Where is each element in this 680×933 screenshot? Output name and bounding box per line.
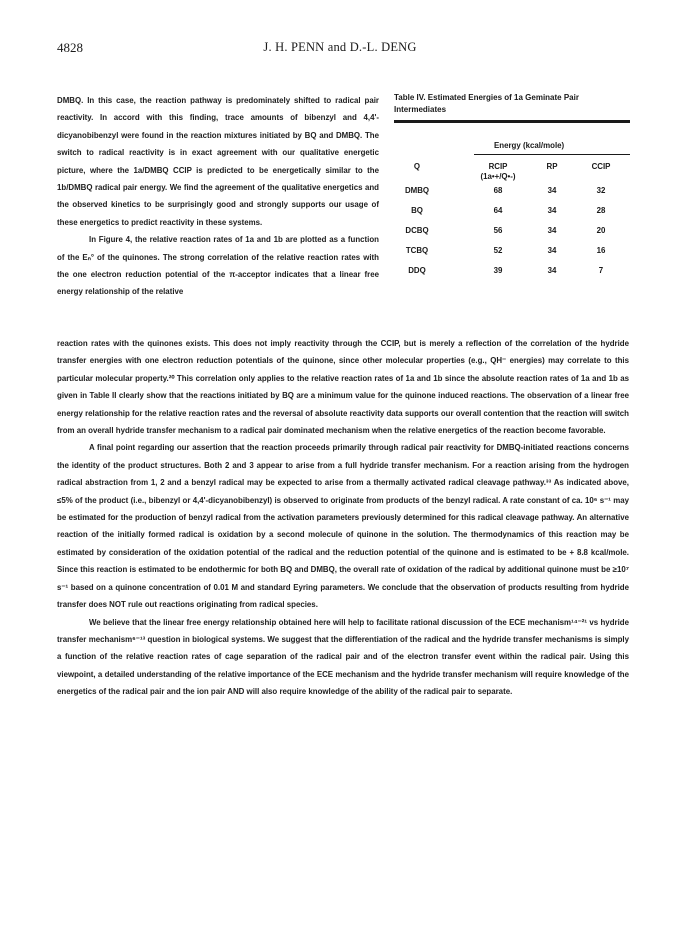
table-top-rule — [394, 120, 630, 123]
paragraph: DMBQ. In this case, the reaction pathway is predominately shifted to radical pair reactivity. In accord with this finding, trace amounts of bibenzyl and 4,4'-dicyanobibenzyl were found in the reaction mixtures initiated by BQ and DMBQ. The switch to radical reactivity is in exact agreement with our qualitative energetic picture, where the 1a/DMBQ CCIP is predicted to be energetically similar to the 1b/DMBQ radical pair energy. We find the agreement of the qualitative energetics and the observed kinetics to be surprisingly good and strongly supports our usage of these energetics to predict reactivity in these systems. — [57, 96, 379, 227]
paragraph: A final point regarding our assertion that the reaction proceeds primarily through radical pair reactivity for DMBQ-initiated reactions concerns the identity of the product structures. Both 2 and 3 appear to arise from a full hydride transfer mechanism. For a reaction arising from the hydrogen radical abstraction from 1, 2 and a benzyl radical may be expected to arise from a thermally activated radical cleavage pathway.³³ As indicated above, ≤5% of the product (i.e., bibenzyl or 4,4'-dicyanobibenzyl) is observed to originate from products of the benzyl radical. A rate constant of ca. 10⁶ s⁻¹ may be estimated for the production of benzyl radical from the activation parameters previously determined for this radical cleavage pathway. An alternative reaction of the initially formed radical is oxidation by a second molecule of quinone in the solution. The thermodynamics of this reaction may be estimated by consideration of the oxidation potential of the radical and the reduction potential of the quinone and is estimated to be + 8.8 kcal/mole. Since this reaction is estimated to be endothermic for both BQ and DMBQ, the overall rate of oxidation of the radical by additional quinone must be ≥10⁷ s⁻¹ based on a quinone concentration of 0.01 M and standard Eyring parameters. We conclude that the observation of products resulting from hydride transfer does NOT rule out reactions originating from radical species. — [57, 443, 629, 610]
table-cell: 34 — [547, 206, 557, 215]
table-cell: 34 — [547, 266, 557, 275]
table-cell: DCBQ — [405, 226, 429, 235]
table-cell: 56 — [493, 226, 503, 235]
table-cell: DDQ — [408, 266, 426, 275]
table-cell: 52 — [493, 246, 503, 255]
table-cell: 64 — [493, 206, 503, 215]
table-cell: 7 — [598, 266, 604, 275]
paragraph: We believe that the linear free energy relationship obtained here will help to facilitate rational discussion of the ECE mechanism¹⁴⁻²¹ vs hydride transfer mechanism⁶⁻¹³ question in biological systems. We suggest that the differentiation of the radical and the hydride transfer mechanisms is simply a function of the relative reaction rates of cage separation of the radical pair and of the electron transfer event within the radical pair. Using this viewpoint, a detailed understanding of the relative importance of the ECE mechanism and the hydride transfer mechanism will require knowledge of the energetics of the radical pair and the ion pair AND will also require knowledge of the ability of the radical pair to separate. — [57, 617, 629, 697]
table-cell: 32 — [596, 186, 606, 195]
table-cell: 34 — [547, 226, 557, 235]
table-cell: 16 — [596, 246, 606, 255]
running-head-authors: J. H. PENN and D.-L. DENG — [263, 40, 417, 54]
table-cell: 34 — [547, 186, 557, 195]
table-cell: DMBQ — [404, 186, 430, 195]
page-number: 4828 — [57, 40, 83, 55]
table-caption: Table IV. Estimated Energies of 1a Geminate Pair Intermediates — [394, 93, 579, 114]
table-col-subheader: (1a•+/Q•-) — [480, 172, 516, 181]
left-column-text — [57, 92, 379, 301]
table-cell: TCBQ — [405, 246, 429, 255]
energy-table — [394, 92, 630, 275]
table-col-header: CCIP — [591, 162, 611, 171]
table-col-header: Q — [413, 162, 421, 171]
table-col-header: RP — [546, 162, 558, 171]
table-cell: 34 — [547, 246, 557, 255]
paragraph: In Figure 4, the relative reaction rates of 1a and 1b are plotted as a function of the Eₙ° of the quinones. The strong correlation of the relative reaction rates with the one electron reduction potential of the π-acceptor indicates that a linear free energy relationship of the relative — [57, 235, 379, 297]
table-cell: 68 — [493, 186, 503, 195]
table-cell: 20 — [596, 226, 606, 235]
table-energy-header: Energy (kcal/mole) — [494, 141, 565, 150]
table-cell: 39 — [493, 266, 503, 275]
table-col-header: RCIP — [488, 162, 508, 171]
table-cell: BQ — [411, 206, 423, 215]
body-text — [57, 335, 629, 701]
paragraph: reaction rates with the quinones exists. This does not imply reactivity through the CCIP, but is merely a reflection of the correlation of the hydride transfer energies with one electron reduction potentials of the quinone, since other molecular properties (e.g., QH⁻ energies) may correlate to this particular molecular property.²⁰ This correlation only applies to the relative reaction rates of 1a and 1b since the absolute reaction rates of 1a and 1b as given in Table II clearly show that the reactions initiated by BQ are a minimum value for the quinone induced reactions. The observation of a linear free energy relationship for the relative reaction rates and the reversal of absolute reactivity data supports our overall contention that the reaction will switch from an overall hydride transfer mechanism to a radical pair dominated mechanism when the relative energetics of the reaction become favorable. — [57, 339, 629, 436]
table-header-rule — [474, 154, 630, 155]
table-cell: 28 — [596, 206, 606, 215]
